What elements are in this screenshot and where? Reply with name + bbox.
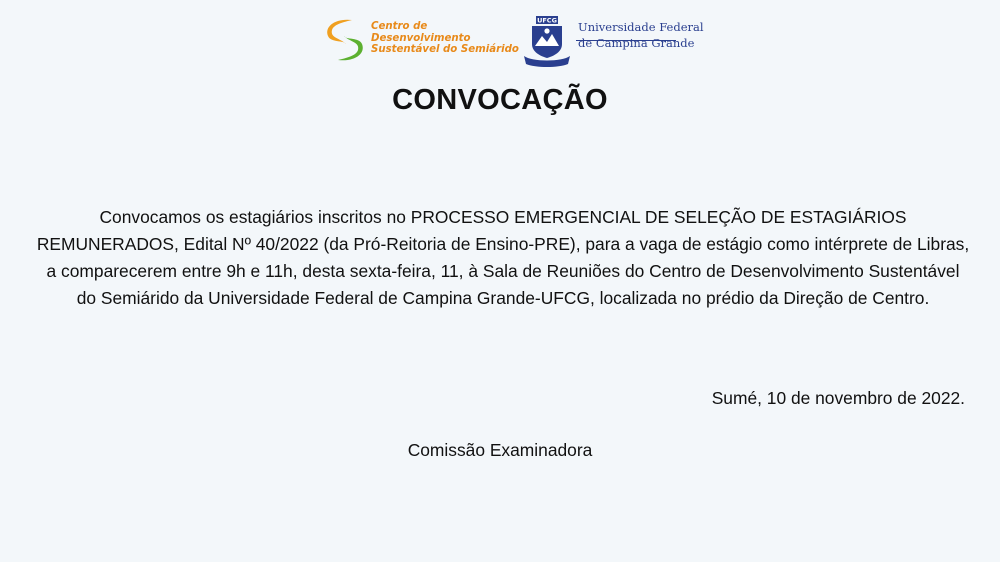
- document-paragraph: Convocamos os estagiários inscritos no PROCESSO EMERGENCIAL DE SELEÇÃO DE ESTAGIÁRIOS REMUNERADOS, Edital Nº 40/2022 (da Pró-Reitoria de Ensino-PRE), para a vaga de estágio como intérprete de Libras, a comparecerem entre 9h e 11h, desta sexta-feira, 11, à Sala de Reuniões do Centro de Desenvolvimento Sustentável do Semiárido da Universidade Federal de Campina Grande-UFCG, localizada no prédio da Direção de Centro.: [36, 207, 970, 308]
- signature-line: Comissão Examinadora: [407, 440, 593, 460]
- cds-logo-line: Sustentável do Semiárido: [371, 44, 519, 55]
- date-line: Sumé, 10 de novembro de 2022.: [711, 388, 965, 408]
- header-logos: [0, 12, 1000, 68]
- ufcg-logo-text: [578, 19, 704, 51]
- cds-swirl-logo-icon: [322, 16, 368, 64]
- cds-logo-text: [371, 21, 519, 56]
- svg-text:UFCG: UFCG: [537, 16, 557, 25]
- cds-logo-line: Centro de: [371, 21, 428, 32]
- ufcg-logo-line: de Campina Grande: [578, 36, 695, 50]
- document-title: CONVOCAÇÃO: [392, 84, 608, 116]
- cds-logo-line: Desenvolvimento: [371, 32, 471, 44]
- ufcg-logo-line: Universidade Federal: [578, 20, 704, 34]
- ufcg-emblem-icon: [522, 14, 572, 68]
